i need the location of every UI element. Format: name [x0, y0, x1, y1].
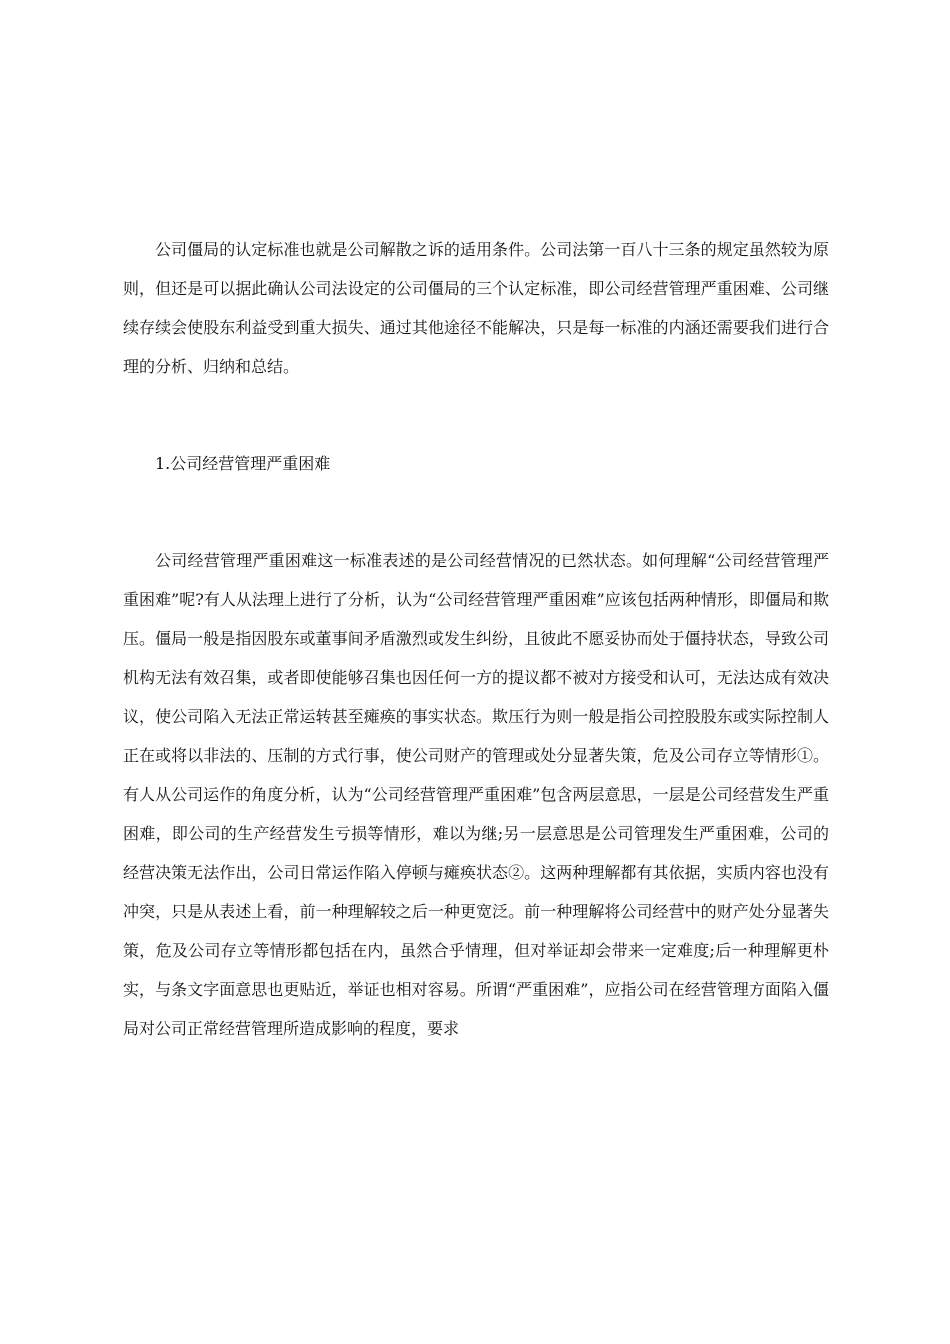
section-heading: 1.公司经营管理严重困难: [155, 454, 331, 473]
paragraph-spacer: [123, 386, 829, 444]
paragraph-spacer: [123, 483, 829, 541]
body-paragraph: 公司经营管理严重困难这一标准表述的是公司经营情况的已然状态。如何理解“公司经营管理严重困难”呢?有人从法理上进行了分析，认为“公司经营管理严重困难”应该包括两种情形，即僵局和欺压。僵局一般是指因股东或董事间矛盾激烈或发生纠纷，且彼此不愿妥协而处于僵持状态，导致公司机构无法有效召集，或者即使能够召集也因任何一方的提议都不被对方接受和认可，无法达成有效决议，使公司陷入无法正常运转甚至瘫痪的事实状态。欺压行为则一般是指公司控股股东或实际控制人正在或将以非法的、压制的方式行事，使公司财产的管理或处分显著失策，危及公司存立等情形①。有人从公司运作的角度分析，认为“公司经营管理严重困难”包含两层意思，一层是公司经营发生严重困难，即公司的生产经营发生亏损等情形，难以为继;另一层意思是公司管理发生严重困难，公司的经营决策无法作出，公司日常运作陷入停顿与瘫痪状态②。这两种理解都有其依据，实质内容也没有冲突，只是从表述上看，前一种理解较之后一种更宽泛。前一种理解将公司经营中的财产处分显著失策，危及公司存立等情形都包括在内，虽然合乎情理，但对举证却会带来一定难度;后一种理解更朴实，与条文字面意思也更贴近，举证也相对容易。所谓“严重困难”，应指公司在经营管理方面陷入僵局对公司正常经营管理所造成影响的程度，要求: [123, 551, 829, 1038]
intro-paragraph: 公司僵局的认定标准也就是公司解散之诉的适用条件。公司法第一百八十三条的规定虽然较为原则，但还是可以据此确认公司法设定的公司僵局的三个认定标准，即公司经营管理严重困难、公司继续存续会使股东利益受到重大损失、通过其他途径不能解决，只是每一标准的内涵还需要我们进行合理的分析、归纳和总结。: [123, 240, 829, 376]
document-body: [123, 230, 829, 1048]
